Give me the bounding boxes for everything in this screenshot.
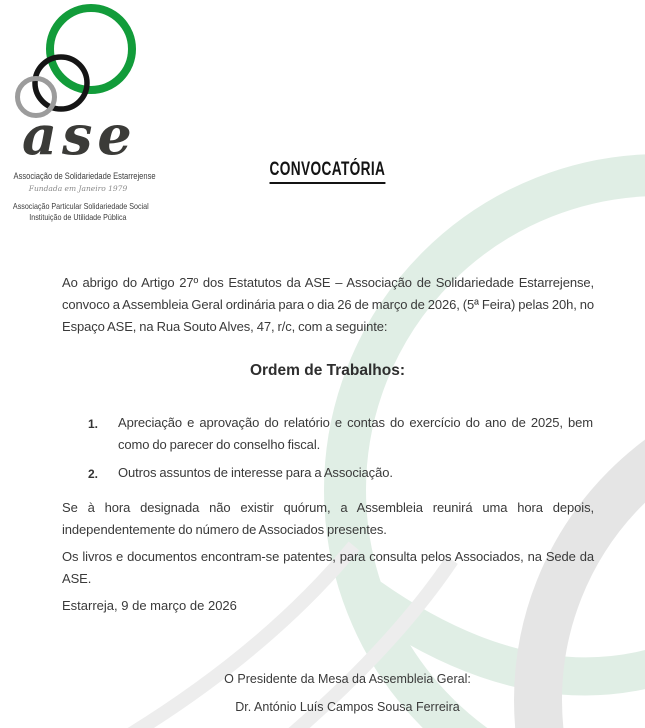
agenda-item-1-number: 1.	[88, 417, 99, 431]
logo-founded-text: Fundada em Janeiro 1979	[28, 184, 128, 193]
document-title-row	[62, 160, 593, 184]
logo-status-line-2-text: Instituição de Utilidade Pública	[29, 212, 127, 222]
signature-name: Dr. António Luís Campos Sousa Ferreira	[235, 700, 460, 714]
watermark-green-arc	[368, 596, 645, 676]
logo-subtitle-text: Associação de Solidariedade Estarrejense	[13, 171, 156, 181]
agenda-item-1-text: Apreciação e aprovação do relatório e contas do exercício do ano de 2025, bem como do parecer do conselho fiscal.	[118, 415, 593, 452]
logo-status-line-2	[0, 212, 156, 222]
signature-role: O Presidente da Mesa da Assembleia Geral:	[224, 672, 471, 686]
agenda-item-2-number: 2.	[88, 467, 99, 481]
ase-logo	[0, 0, 160, 232]
document-title: CONVOCATÓRIA	[270, 160, 386, 184]
agenda-item-2	[62, 462, 593, 484]
logo-founded-line	[0, 184, 156, 193]
logo-black-circle	[35, 57, 87, 109]
logo-wordmark: ase	[22, 103, 137, 167]
logo-status-line-1-text: Associação Particular Solidariedade Social	[12, 201, 149, 211]
quorum-paragraph: Se à hora designada não existir quórum, a Assembleia reunirá uma hora depois, independentemente do número de Associados presentes.	[62, 500, 594, 537]
agenda-item-2-text: Outros assuntos de interesse para a Associação.	[118, 465, 393, 480]
intro-paragraph: Ao abrigo do Artigo 27º dos Estatutos da ASE – Associação de Solidariedade Estarrejense, convoco a Assembleia Geral ordinária para o dia 26 de março de 2026, (5ª Feira) pelas 20h, no Espaço ASE, na Rua Souto Alves, 47, r/c, com a seguinte:	[62, 275, 594, 334]
logo-green-circle	[50, 8, 132, 90]
dateline: Estarreja, 9 de março de 2026	[62, 598, 237, 613]
logo-status-line-1	[0, 201, 156, 211]
agenda-heading: Ordem de Trabalhos:	[249, 362, 406, 379]
agenda-item-1	[62, 412, 593, 456]
documents-paragraph: Os livros e documentos encontram-se patentes, para consulta pelos Associados, na Sede da ASE.	[62, 549, 594, 586]
